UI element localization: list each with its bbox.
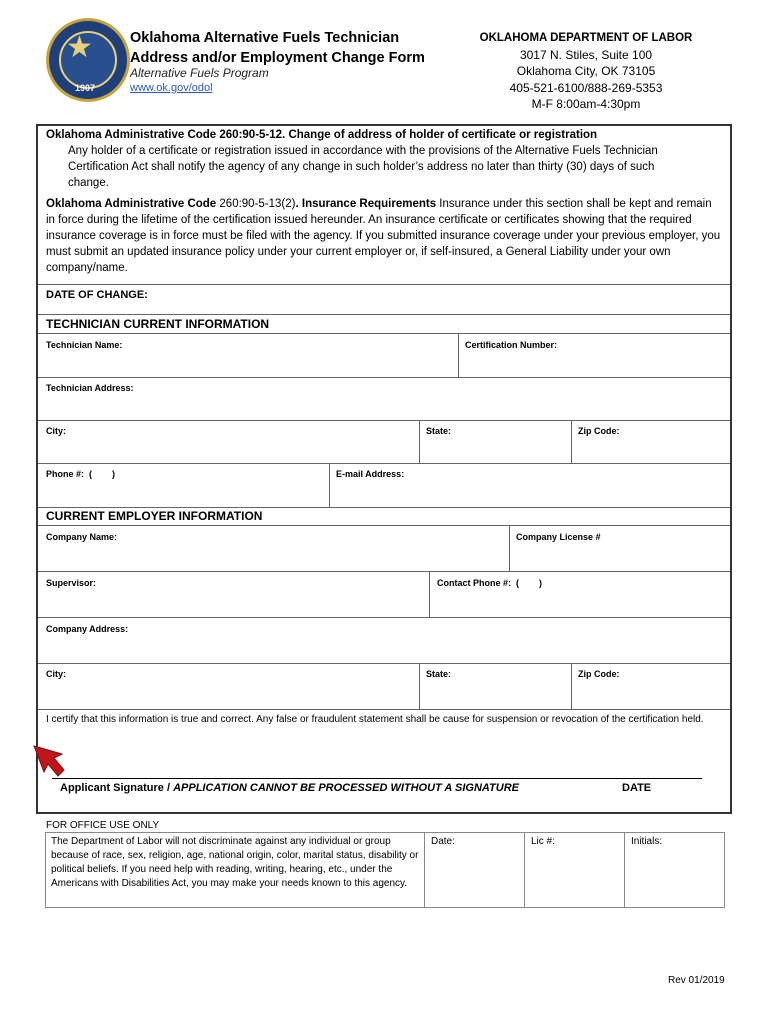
technician-phone-field[interactable] [40,464,328,506]
supervisor-label: Supervisor: [46,578,97,588]
signature-date-label: DATE [622,782,652,794]
code2-dot: . [295,198,299,210]
department-block [470,30,702,113]
program-name: Alternative Fuels Program [130,66,269,80]
company-name-field[interactable] [40,526,508,570]
technician-state-label: State: [426,426,452,436]
divider [38,709,730,710]
technician-email-field[interactable] [330,464,728,506]
signature-field[interactable] [52,746,702,776]
code2-prefix: Oklahoma Administrative Code [46,198,217,210]
company-zip-field[interactable] [572,664,728,708]
technician-email-label: E-mail Address: [336,469,405,479]
office-initials-label: Initials: [631,836,663,847]
seal-year: 1907 [75,83,96,93]
seal-star-icon: ★ [66,30,93,65]
company-name-label: Company Name: [46,532,118,542]
certification-number-label: Certification Number: [465,340,558,350]
revision-label: Rev 01/2019 [668,975,725,986]
office-lic-field[interactable] [525,833,623,907]
code2-body: Insurance under this section shall be kept and remain in force during the lifetime of the certification issued hereunder. An insurance certificate or certificates showing that the required insurance coverage is in force must be filed with the agency. If you submitted insurance coverage under your previous employer, you must submit an updated insurance policy under your current employer or, if self-insured, a General Liability under your own company/name. [46,198,721,274]
contact-phone-field[interactable] [430,572,728,616]
employer-heading: CURRENT EMPLOYER INFORMATION [46,509,263,523]
technician-address-field[interactable] [40,378,728,420]
signature-line [52,778,702,779]
technician-heading: TECHNICIAN CURRENT INFORMATION [46,317,270,331]
technician-city-field[interactable] [40,421,418,463]
date-of-change-label: DATE OF CHANGE: [46,289,148,301]
code1-body: Any holder of a certificate or registration issued in accordance with the provisions of the Alternative Fuels Technician Certification Act shall notify the agency of any change in such holder’s address no later than thirty (30) days of such change. [68,145,658,189]
signature-label: Applicant Signature / [60,782,174,794]
technician-zip-label: Zip Code: [578,426,620,436]
code2-number: 260:90-5-13(2) [216,198,296,210]
code-section-2 [46,196,722,276]
certification-number-field[interactable] [459,334,729,376]
date-of-change-field[interactable] [40,286,728,314]
divider [38,314,730,315]
office-initials-field[interactable] [625,833,724,907]
company-license-label: Company License # [516,532,601,542]
department-address1: 3017 N. Stiles, Suite 100 [519,47,653,62]
signature-warning: APPLICATION CANNOT BE PROCESSED WITHOUT A SIGNATURE [173,782,519,794]
company-state-label: State: [426,669,452,679]
department-name: OKLAHOMA DEPARTMENT OF LABOR [479,32,693,44]
office-date-label: Date: [431,836,455,847]
code2-bold: Insurance Requirements [298,198,437,210]
company-city-label: City: [46,669,66,679]
certify-statement: I certify that this information is true and correct. Any false or fraudulent statement shall be cause for suspension or revocation of the certification held. [46,714,704,725]
signature-caption [60,782,519,794]
company-zip-label: Zip Code: [578,669,620,679]
department-phones: 405-521-6100/888-269-5353 [509,80,663,95]
technician-name-field[interactable] [40,334,458,376]
divider [38,507,730,508]
office-use-heading: FOR OFFICE USE ONLY [46,820,160,831]
company-address-label: Company Address: [46,624,129,634]
company-license-field[interactable] [510,526,728,570]
office-date-field[interactable] [425,833,523,907]
nondiscrimination-notice: The Department of Labor will not discriminate against any individual or group because of race, sex, religion, age, national origin, color, marital status, disability or political beliefs. If you need help with reading, writing, hearing, etc., under the Americans with Disabilities Act, you may make your needs known to this agency. [51,836,419,889]
state-seal-icon [46,18,130,102]
contact-phone-label: Contact Phone #: ( ) [437,578,543,588]
office-lic-label: Lic #: [531,836,555,847]
code1-heading: Oklahoma Administrative Code 260:90-5-12. Change of address of holder of certificate or registration [46,129,598,141]
company-state-field[interactable] [420,664,570,708]
company-address-field[interactable] [40,618,728,662]
form-title: Oklahoma Alternative Fuels Technician Address and/or Employment Change Form [130,30,425,66]
technician-city-label: City: [46,426,66,436]
technician-name-label: Technician Name: [46,340,123,350]
technician-phone-label: Phone #: ( ) [46,469,116,479]
department-address2: Oklahoma City, OK 73105 [516,64,656,78]
company-city-field[interactable] [40,664,418,708]
divider [38,284,730,285]
department-hours: M-F 8:00am-4:30pm [531,97,641,111]
technician-zip-field[interactable] [572,421,728,463]
technician-state-field[interactable] [420,421,570,463]
technician-address-label: Technician Address: [46,383,134,393]
supervisor-field[interactable] [40,572,428,616]
code-section-1 [46,127,726,191]
website-link[interactable]: www.ok.gov/odol [130,82,213,94]
